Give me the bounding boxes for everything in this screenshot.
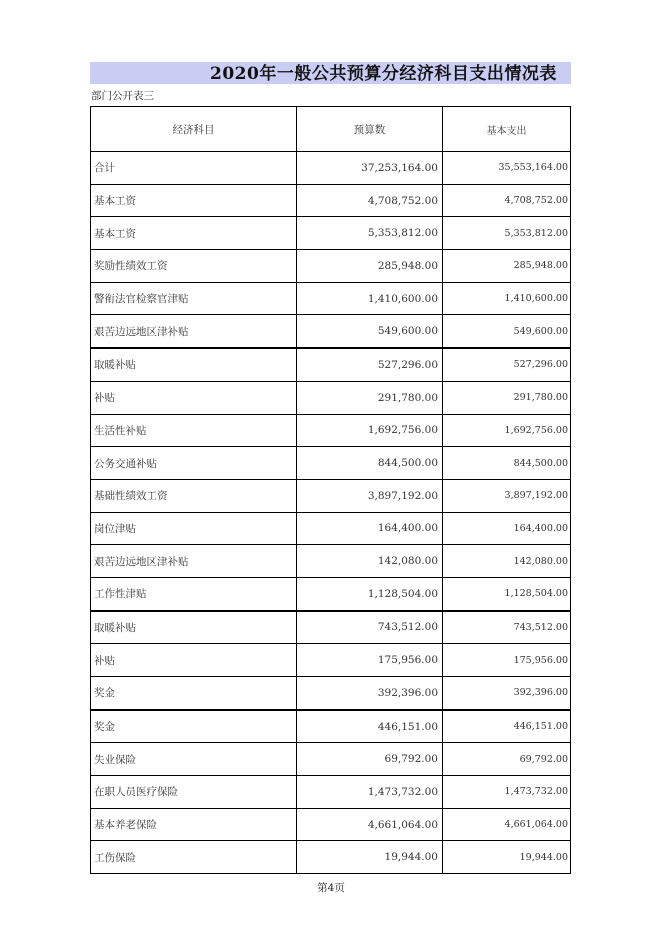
item-name-cell: 基本工资 — [91, 184, 297, 217]
basic-value-cell: 4,708,752.00 — [443, 184, 571, 217]
column-header-basic: 基本支出 — [443, 107, 571, 152]
expenditure-table — [90, 106, 571, 874]
budget-value-cell: 1,410,600.00 — [297, 282, 443, 315]
basic-value-cell: 743,512.00 — [443, 611, 571, 644]
item-name-cell: 奖励性绩效工资 — [91, 250, 297, 283]
budget-value-cell: 37,253,164.00 — [297, 152, 443, 185]
budget-value-cell: 291,780.00 — [297, 381, 443, 414]
basic-value-cell: 527,296.00 — [443, 348, 571, 381]
basic-value-cell: 5,353,812.00 — [443, 217, 571, 250]
budget-value-cell: 285,948.00 — [297, 250, 443, 283]
basic-value-cell: 291,780.00 — [443, 381, 571, 414]
item-name-cell: 基本养老保险 — [91, 808, 297, 841]
budget-value-cell: 1,128,504.00 — [297, 577, 443, 610]
item-name-cell: 岗位津贴 — [91, 512, 297, 545]
basic-value-cell: 844,500.00 — [443, 447, 571, 480]
table-row — [91, 447, 571, 480]
budget-value-cell: 743,512.00 — [297, 611, 443, 644]
item-name-cell: 公务交通补贴 — [91, 447, 297, 480]
budget-value-cell: 3,897,192.00 — [297, 479, 443, 512]
item-name-cell: 失业保险 — [91, 743, 297, 776]
table-row — [91, 250, 571, 283]
budget-value-cell: 4,708,752.00 — [297, 184, 443, 217]
basic-value-cell: 1,692,756.00 — [443, 414, 571, 447]
item-name-cell: 奖金 — [91, 677, 297, 710]
basic-value-cell: 285,948.00 — [443, 250, 571, 283]
item-name-cell: 警衔法官检察官津贴 — [91, 282, 297, 315]
table-row — [91, 414, 571, 447]
item-name-cell: 在职人员医疗保险 — [91, 776, 297, 809]
column-header-item: 经济科目 — [91, 107, 297, 152]
budget-value-cell: 69,792.00 — [297, 743, 443, 776]
budget-value-cell: 19,944.00 — [297, 841, 443, 874]
table-row — [91, 808, 571, 841]
basic-value-cell: 392,396.00 — [443, 677, 571, 710]
budget-value-cell: 142,080.00 — [297, 545, 443, 578]
basic-value-cell: 446,151.00 — [443, 710, 571, 743]
basic-value-cell: 19,944.00 — [443, 841, 571, 874]
table-row — [91, 841, 571, 874]
budget-value-cell: 549,600.00 — [297, 315, 443, 348]
title-bar — [90, 62, 571, 84]
budget-value-cell: 446,151.00 — [297, 710, 443, 743]
basic-value-cell: 4,661,064.00 — [443, 808, 571, 841]
column-header-budget: 预算数 — [297, 107, 443, 152]
budget-value-cell: 4,661,064.00 — [297, 808, 443, 841]
header-row — [91, 107, 571, 152]
table-row — [91, 776, 571, 809]
table-row — [91, 710, 571, 743]
table-row — [91, 348, 571, 381]
basic-value-cell: 1,410,600.00 — [443, 282, 571, 315]
item-name-cell: 补贴 — [91, 381, 297, 414]
item-name-cell: 生活性补贴 — [91, 414, 297, 447]
item-name-cell: 补贴 — [91, 644, 297, 677]
table-subtitle: 部门公开表三 — [91, 90, 154, 102]
basic-value-cell: 175,956.00 — [443, 644, 571, 677]
table-row — [91, 512, 571, 545]
basic-value-cell: 35,553,164.00 — [443, 152, 571, 185]
item-name-cell: 取暖补贴 — [91, 611, 297, 644]
basic-value-cell: 1,128,504.00 — [443, 577, 571, 610]
table-row — [91, 282, 571, 315]
table-row — [91, 184, 571, 217]
page-number: 第4页 — [317, 882, 345, 894]
page-title: 2020年一般公共预算分经济科目支出情况表 — [210, 64, 557, 84]
budget-value-cell: 527,296.00 — [297, 348, 443, 381]
table-row — [91, 217, 571, 250]
basic-value-cell: 69,792.00 — [443, 743, 571, 776]
item-name-cell: 工作性津贴 — [91, 577, 297, 610]
basic-value-cell: 142,080.00 — [443, 545, 571, 578]
basic-value-cell: 164,400.00 — [443, 512, 571, 545]
table-row — [91, 611, 571, 644]
item-name-cell: 合计 — [91, 152, 297, 185]
table-row — [91, 479, 571, 512]
table-row — [91, 152, 571, 185]
table-row — [91, 381, 571, 414]
table-row — [91, 545, 571, 578]
table-row — [91, 644, 571, 677]
item-name-cell: 基本工资 — [91, 217, 297, 250]
budget-value-cell: 1,473,732.00 — [297, 776, 443, 809]
budget-value-cell: 5,353,812.00 — [297, 217, 443, 250]
basic-value-cell: 3,897,192.00 — [443, 479, 571, 512]
basic-value-cell: 549,600.00 — [443, 315, 571, 348]
budget-value-cell: 844,500.00 — [297, 447, 443, 480]
item-name-cell: 工伤保险 — [91, 841, 297, 874]
item-name-cell: 艰苦边远地区津补贴 — [91, 545, 297, 578]
table-row — [91, 577, 571, 610]
item-name-cell: 取暖补贴 — [91, 348, 297, 381]
budget-value-cell: 164,400.00 — [297, 512, 443, 545]
item-name-cell: 奖金 — [91, 710, 297, 743]
table-row — [91, 743, 571, 776]
item-name-cell: 基础性绩效工资 — [91, 479, 297, 512]
basic-value-cell: 1,473,732.00 — [443, 776, 571, 809]
budget-value-cell: 392,396.00 — [297, 677, 443, 710]
budget-value-cell: 1,692,756.00 — [297, 414, 443, 447]
item-name-cell: 艰苦边远地区津补贴 — [91, 315, 297, 348]
table-row — [91, 677, 571, 710]
budget-value-cell: 175,956.00 — [297, 644, 443, 677]
table-row — [91, 315, 571, 348]
